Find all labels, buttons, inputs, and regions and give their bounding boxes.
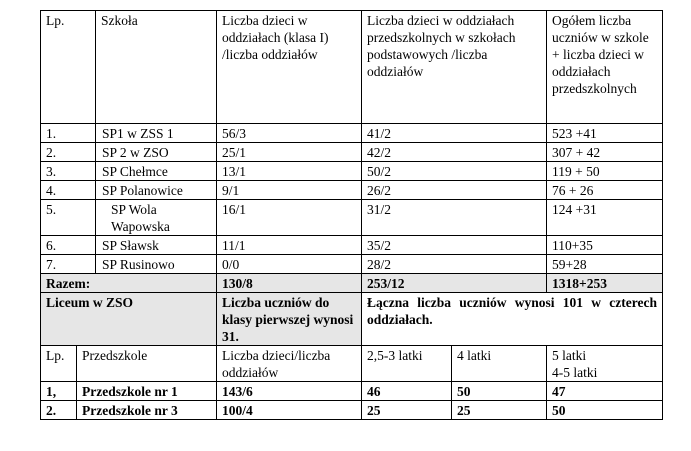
preschool-header-count: Liczba dzieci/liczba oddziałów [217, 346, 362, 382]
total-students: 1318+253 [547, 274, 663, 293]
liceum-summary: Łączna liczba uczniów wynosi 101 w czterech oddziałach. [362, 293, 663, 346]
total-count: 307 + 42 [547, 143, 663, 162]
school-name: SP Polanowice [96, 181, 217, 200]
total-preschool: 253/12 [362, 274, 547, 293]
first-class-count: 56/3 [217, 124, 362, 143]
preschool-age-1: 25 [362, 401, 452, 420]
preschool-name: Przedszkole nr 1 [77, 382, 217, 401]
preschool-lp: 1, [41, 382, 77, 401]
preschool-age-3: 50 [547, 401, 663, 420]
preschool-header-row [41, 346, 663, 382]
preschool-header-age-1: 2,5-3 latki [362, 346, 452, 382]
row-lp: 7. [41, 255, 96, 274]
preschool-count: 42/2 [362, 143, 547, 162]
total-row [41, 274, 663, 293]
preschool-count: 41/2 [362, 124, 547, 143]
preschool-name: Przedszkole nr 3 [77, 401, 217, 420]
preschool-count: 100/4 [217, 401, 362, 420]
total-count: 110+35 [547, 236, 663, 255]
school-name: SP Chełmce [96, 162, 217, 181]
first-class-count: 9/1 [217, 181, 362, 200]
school-name: SP Sławsk [96, 236, 217, 255]
table-row [41, 181, 663, 200]
table-row [41, 162, 663, 181]
first-class-count: 16/1 [217, 200, 362, 236]
liceum-label: Liceum w ZSO [41, 293, 217, 346]
total-count: 124 +31 [547, 200, 663, 236]
table-row [41, 382, 663, 401]
first-class-count: 25/1 [217, 143, 362, 162]
total-first-class: 130/8 [217, 274, 362, 293]
preschool-lp: 2. [41, 401, 77, 420]
school-name: SP Wola Wapowska [96, 200, 217, 236]
row-lp: 2. [41, 143, 96, 162]
header-school: Szkoła [96, 11, 217, 124]
preschool-header-name: Przedszkole [77, 346, 217, 382]
total-count: 523 +41 [547, 124, 663, 143]
header-total-students: Ogółem liczba uczniów w szkole + liczba dzieci w oddziałach przedszkolnych [547, 11, 663, 124]
preschool-age-2: 50 [452, 382, 547, 401]
school-statistics-table [40, 10, 663, 420]
school-name: SP 2 w ZSO [96, 143, 217, 162]
school-name: SP1 w ZSS 1 [96, 124, 217, 143]
row-lp: 5. [41, 200, 96, 236]
preschool-age-2: 25 [452, 401, 547, 420]
first-class-count: 0/0 [217, 255, 362, 274]
liceum-row [41, 293, 663, 346]
preschool-count: 31/2 [362, 200, 547, 236]
preschool-count: 26/2 [362, 181, 547, 200]
header-row [41, 11, 663, 124]
preschool-count: 50/2 [362, 162, 547, 181]
total-count: 76 + 26 [547, 181, 663, 200]
preschool-header-lp: Lp. [41, 346, 77, 382]
total-label: Razem: [41, 274, 217, 293]
total-count: 59+28 [547, 255, 663, 274]
preschool-age-1: 46 [362, 382, 452, 401]
preschool-count: 143/6 [217, 382, 362, 401]
preschool-header-age-3: 5 latki 4-5 latki [547, 346, 663, 382]
school-name: SP Rusinowo [96, 255, 217, 274]
preschool-header-age-2: 4 latki [452, 346, 547, 382]
preschool-count: 35/2 [362, 236, 547, 255]
table-row [41, 200, 663, 236]
liceum-first-class: Liczba uczniów do klasy pierwszej wynosi 31. [217, 293, 362, 346]
header-preschool-in-schools: Liczba dzieci w oddziałach przedszkolnych w szkołach podstawowych /liczba oddziałów [362, 11, 547, 124]
table-row [41, 401, 663, 420]
row-lp: 6. [41, 236, 96, 255]
header-lp: Lp. [41, 11, 96, 124]
row-lp: 3. [41, 162, 96, 181]
table-row [41, 124, 663, 143]
row-lp: 4. [41, 181, 96, 200]
table-row [41, 255, 663, 274]
table-row [41, 143, 663, 162]
total-count: 119 + 50 [547, 162, 663, 181]
preschool-count: 28/2 [362, 255, 547, 274]
first-class-count: 11/1 [217, 236, 362, 255]
row-lp: 1. [41, 124, 96, 143]
table-row [41, 236, 663, 255]
first-class-count: 13/1 [217, 162, 362, 181]
preschool-age-3: 47 [547, 382, 663, 401]
header-first-class: Liczba dzieci w oddziałach (klasa I) /liczba oddziałów [217, 11, 362, 124]
